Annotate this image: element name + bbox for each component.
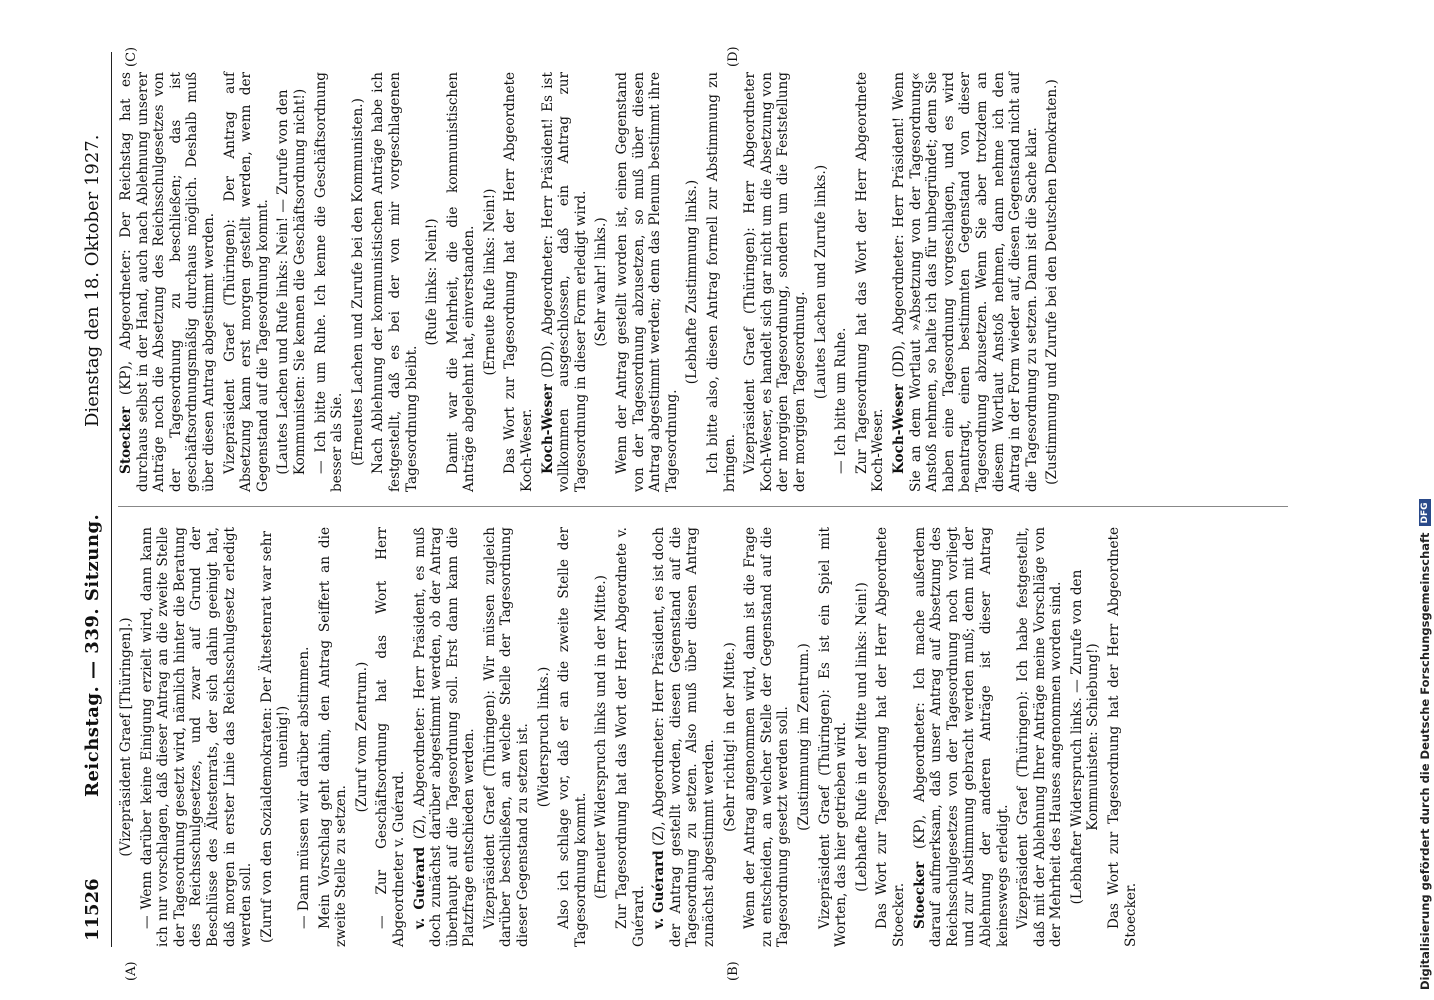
paragraph: (Zustimmung und Zurufe bei den Deutschen Demokraten.) bbox=[1044, 79, 1061, 485]
scanned-page bbox=[76, 46, 1346, 981]
digitization-credit bbox=[1418, 499, 1432, 990]
paragraph: Nach Ablehnung der kommunistischen Anträge habe ich festgestellt, daß es bei der von mir vorgeschlagenen Tagesordnung bleibt. bbox=[370, 72, 420, 492]
paragraph: Vizepräsident Graef (Thüringen): Der Antrag auf Absetzung kann erst morgen gestellt werden, wenn der Gegenstand auf die Tagesordnung kommt. bbox=[221, 72, 271, 492]
paragraph: — Ich bitte um Ruhe. Ich kenne die Geschäftsordnung besser als Sie. bbox=[312, 72, 346, 492]
column-divider bbox=[118, 506, 1288, 507]
paragraph: (Zuruf von den Sozialdemokraten: Der Ältestenrat war sehr uneinig!) bbox=[258, 530, 292, 944]
margin-marker-c: (C) bbox=[124, 46, 139, 67]
paragraph: (Zustimmung im Zentrum.) bbox=[795, 643, 812, 831]
paragraph: (Lebhafte Rufe in der Mitte und links: Nein!) bbox=[853, 582, 870, 892]
paragraph: Vizepräsident Graef (Thüringen): Ich habe festgestellt, daß mit der Ablehnung Ihrer Anträge meine Vorschläge von der Mehrheit des Hauses angenommen worden sind. bbox=[1015, 527, 1065, 947]
paragraph: Koch-Weser (DD), Abgeordneter: Herr Präsident! Es ist vollkommen ausgeschlossen, daß ein Antrag zur Tagesordnung in dieser Form erledigt wird. bbox=[539, 72, 589, 492]
margin-marker-a: (A) bbox=[124, 961, 139, 981]
paragraph: Zur Tagesordnung hat das Wort der Herr Abgeordnete v. Guérard. bbox=[614, 527, 647, 947]
paragraph: (Erneuter Widerspruch links und in der Mitte.) bbox=[593, 575, 610, 899]
paragraph: (Vizepräsident Graef [Thüringen].) bbox=[118, 617, 134, 857]
paragraph: Wenn der Antrag gestellt worden ist, einen Gegenstand von der Tagesordnung abzusetzen, so muß über diesen Antrag abgestimmt werden; denn das Plenum bestimmt ihre Tagesordnung. bbox=[614, 72, 680, 492]
paragraph: Vizepräsident Graef (Thüringen): Es ist ein Spiel mit Worten, das hier getrieben wird. bbox=[816, 527, 850, 947]
paragraph: — Wenn darüber keine Einigung erzielt wird, dann kann ich nur vorschlagen, daß dieser Antrag an die zweite Stelle der Tagesordnung gesetzt wird, nämlich hinter die Beratung des Reichsschulgesetzes, und zwar auf Grund der Beschlüsse des Ältestenrats, der sich dahin geeinigt hat, daß morgen in erster Linie das Reichsschulgesetz erledigt werden soll. bbox=[138, 527, 255, 947]
paragraph: Stoecker (KP), Abgeordneter: Ich mache außerdem darauf aufmerksam, daß unser Antrag auf Absetzung des Reichsschulgesetzes von der Tagesordnung noch vorliegt und zur Abstimmung gebracht werden muß; denn mit der Ablehnung der anderen Anträge ist dieser Antrag keineswegs erledigt. bbox=[911, 527, 1011, 947]
paragraph: Damit war die Mehrheit, die die kommunistischen Anträge abgelehnt hat, einverstanden. bbox=[444, 72, 478, 492]
header-title: Reichstag. — 339. Sitzung. bbox=[81, 513, 103, 797]
paragraph: (Sehr richtig! in der Mitte.) bbox=[721, 642, 738, 832]
margin-marker-d: (D) bbox=[726, 46, 741, 67]
paragraph: v. Guérard (Z), Abgeordneter: Herr Präsident, es muß doch zunächst darüber abgestimmt werden, ob der Antrag überhaupt auf die Tagesordnung soll. Erst dann kann die Platzfrage entschieden werden. bbox=[411, 527, 478, 947]
paragraph: (Rufe links: Nein!) bbox=[424, 218, 441, 346]
page-header bbox=[76, 52, 108, 947]
paragraph: Koch-Weser (DD), Abgeordneter: Herr Präsident! Wenn Sie an dem Wortlaut »Absetzung von der Tagesordnung« Anstoß nehmen, so halte ich das für unbegründet; denn Sie haben eine Tagesordnung vorgeschlagen, und es wird beantragt, einen bestimmten Gegenstand von dieser Tagesordnung abzusetzen. Wenn Sie aber trotzdem an diesem Wortlaut Anstoß nehmen, dann nehme ich den Antrag in der Form wieder auf, diesen Gegenstand nicht auf die Tagesordnung zu setzen. Dann ist die Sache klar. bbox=[890, 72, 1040, 492]
paragraph: Also ich schlage vor, daß er an die zweite Stelle der Tagesordnung kommt. bbox=[556, 527, 589, 947]
margin-marker-b: (B) bbox=[726, 961, 741, 981]
paragraph: Das Wort zur Tagesordnung hat der Herr Abgeordnete Stoecker. bbox=[1106, 527, 1139, 947]
speaker-name: Stoecker bbox=[118, 406, 134, 474]
speaker-name: Koch-Weser bbox=[539, 384, 556, 474]
paragraph: (Lebhafte Zustimmung links.) bbox=[684, 179, 701, 385]
paragraph: Vizepräsident Graef (Thüringen): Wir müssen zugleich darüber beschließen, an welche Stelle der Tagesordnung dieser Gegenstand zu setzen ist. bbox=[481, 527, 532, 947]
paragraph: (Lautes Lachen und Zurufe links.) bbox=[812, 164, 829, 400]
right-column bbox=[118, 72, 1065, 492]
left-column bbox=[118, 527, 1143, 947]
paragraph: Vizepräsident Graef (Thüringen): Herr Abgeordneter Koch-Weser, es handelt sich gar nicht um die Absetzung von der morgigen Tagesordnung, sondern um die Feststellung der morgigen Tagesordnung. bbox=[742, 72, 808, 492]
paragraph: (Erneutes Lachen und Zurufe bei den Kommunisten.) bbox=[349, 98, 366, 466]
paragraph: — Ich bitte um Ruhe. bbox=[833, 327, 850, 474]
speaker-name: Stoecker bbox=[911, 861, 928, 929]
paragraph: Mein Vorschlag geht dahin, den Antrag Seiffert an die zweite Stelle zu setzen. bbox=[316, 527, 350, 947]
paragraph: (Sehr wahr! links.) bbox=[593, 217, 610, 347]
speaker-name: Koch-Weser bbox=[890, 384, 907, 474]
paragraph: — Dann müssen wir darüber abstimmen. bbox=[295, 646, 312, 929]
paragraph: v. Guérard (Z), Abgeordneter: Herr Präsident, es ist doch der Antrag gestellt worden, diesen Gegenstand auf die Tagesordnung zu setzen. Also muß über diesen Antrag zunächst abgestimmt werden. bbox=[651, 527, 717, 947]
paragraph: Zur Tagesordnung hat das Wort der Herr Abgeordnete Koch-Weser. bbox=[853, 72, 887, 492]
paragraph: (Widerspruch links.) bbox=[535, 666, 552, 808]
paragraph: (Zuruf vom Zentrum.) bbox=[353, 661, 370, 813]
paragraph: Das Wort zur Tagesordnung hat der Herr Abgeordnete Koch-Weser. bbox=[502, 72, 536, 492]
header-date: Dienstag den 18. Oktober 1927. bbox=[81, 134, 103, 427]
paragraph: — Zur Geschäftsordnung hat das Wort Herr Abgeordneter v. Guérard. bbox=[374, 527, 407, 947]
speaker-name: v. Guérard bbox=[411, 846, 428, 929]
paragraph: (Lautes Lachen und Rufe links: Nein! — Zurufe von den Kommunisten: Sie kennen die Geschäftsordnung nicht!) bbox=[275, 88, 308, 476]
credit-text: Digitalisierung gefördert durch die Deutsche Forschungsgemeinschaft bbox=[1418, 532, 1432, 990]
speaker-name: v. Guérard bbox=[651, 850, 668, 929]
paragraph: (Erneute Rufe links: Nein!) bbox=[481, 188, 498, 376]
paragraph: Stoecker (KP), Abgeordneter: Der Reichstag hat es durchaus selbst in der Hand, auch nach Ablehnung unserer Anträge noch die Absetzung des Reichsschulgesetzes von der Tagesordnung zu beschließen; das ist geschäftsordnungsmäßig durchaus möglich. Deshalb muß über diesen Antrag abgestimmt werden. bbox=[118, 72, 217, 492]
header-rule bbox=[111, 52, 112, 947]
paragraph: Das Wort zur Tagesordnung hat der Herr Abgeordnete Stoecker. bbox=[874, 527, 907, 947]
page-number: 11526 bbox=[81, 878, 103, 941]
paragraph: Ich bitte also, diesen Antrag formell zur Abstimmung zu bringen. bbox=[705, 72, 738, 492]
dfg-logo: DFG bbox=[1419, 499, 1431, 526]
paragraph: Wenn der Antrag angenommen wird, dann ist die Frage zu entscheiden, an welcher Stelle der Gegenstand auf die Tagesordnung gesetzt werden soll. bbox=[742, 527, 792, 947]
paragraph: (Lebhafter Widerspruch links. — Zurufe von den Kommunisten: Schiebung!) bbox=[1068, 569, 1102, 905]
